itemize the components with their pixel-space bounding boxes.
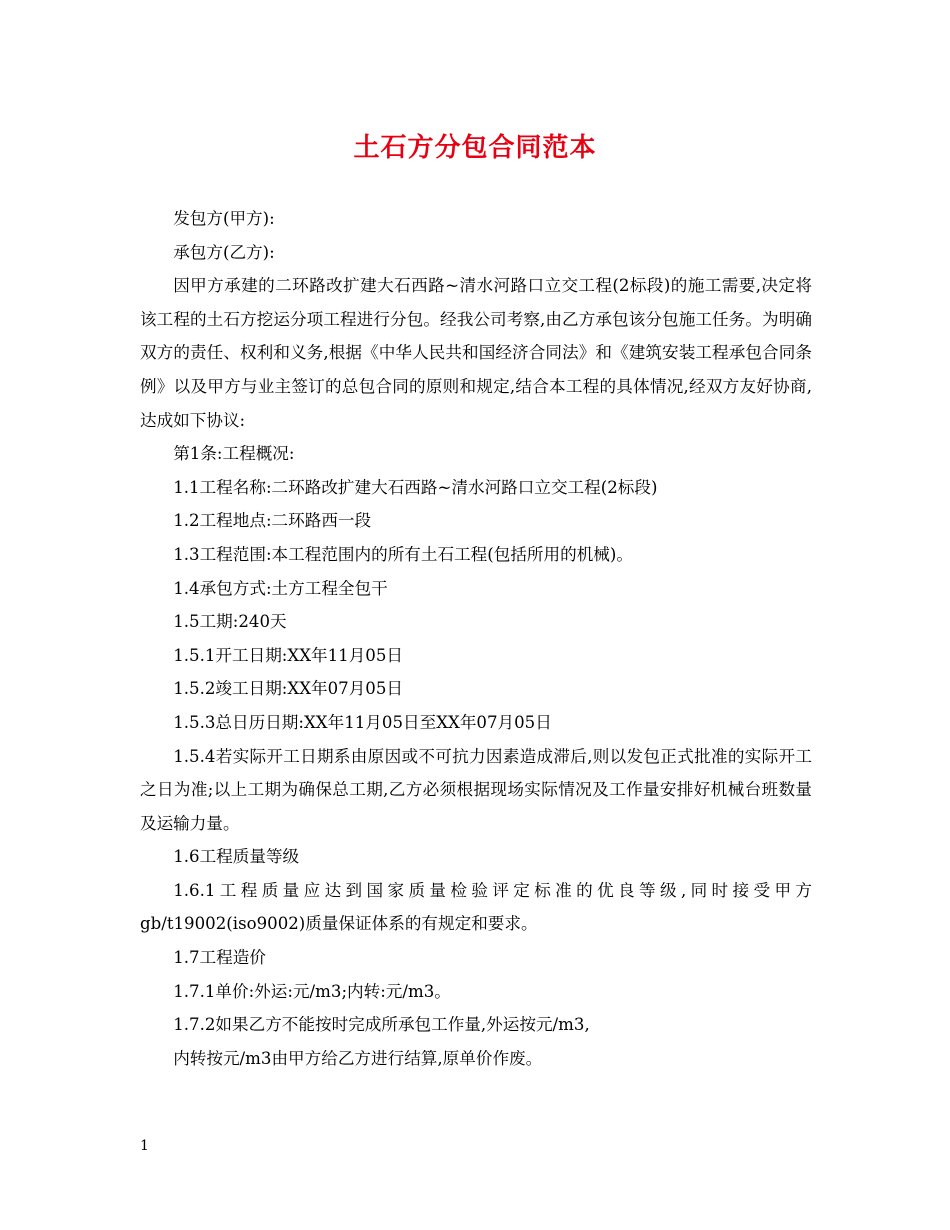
paragraph-preamble: 因甲方承建的二环路改扩建大石西路~清水河路口立交工程(2标段)的施工需要,决定将该工程的土石方挖运分项工程进行分包。经我公司考察,由乙方承包该分包施工任务。为明确双方的责任、权利和义务,根据《中华人民共和国经济合同法》和《建筑安装工程承包合同条例》以及甲方与业主签订的总包合同的原则和规定,结合本工程的具体情况,经双方友好协商,达成如下协议: [140,276,812,430]
paragraph-1-5-4: 1.5.4若实际开工日期系由原因或不可抗力因素造成滞后,则以发包正式批准的实际开工之日为准;以上工期为确保总工期,乙方必须根据现场实际情况及工作量安排好机械台班数量及运输力量。 [140,746,812,833]
paragraph-1-3: 1.3工程范围:本工程范围内的所有土石工程(包括所用的机械)。 [173,544,633,564]
paragraph-1-4: 1.4承包方式:土方工程全包干 [173,578,388,598]
paragraph-1-7-1: 1.7.1单价:外运:元/m3;内转:元/m3。 [173,981,451,1001]
paragraph-employer: 发包方(甲方): [173,209,275,228]
paragraph-1-5-1: 1.5.1开工日期:XX年11月05日 [173,645,404,665]
paragraph-article-1: 第1条:工程概况: [173,444,295,464]
paragraph-1-1: 1.1工程名称:二环路改扩建大石西路~清水河路口立交工程(2标段) [173,477,658,497]
paragraph-1-5: 1.5工期:240天 [173,612,287,632]
paragraph-1-7: 1.7工程造价 [173,948,266,968]
paragraph-1-5-2: 1.5.2竣工日期:XX年07月05日 [173,679,404,699]
paragraph-1-7-2: 1.7.2如果乙方不能按时完成所承包工作量,外运按元/m3, [173,1015,590,1035]
paragraph-1-2: 1.2工程地点:二环路西一段 [173,511,372,531]
paragraph-contractor: 承包方(乙方): [173,242,275,262]
paragraph-1-6: 1.6工程质量等级 [173,847,300,867]
document-body [140,202,812,1075]
paragraph-1-7-2-cont: 内转按元/m3由甲方给乙方进行结算,原单价作废。 [173,1048,543,1068]
paragraph-1-6-1: 1.6.1工程质量应达到国家质量检验评定标准的优良等级,同时接受甲方gb/t19002(iso9002)质量保证体系的有规定和要求。 [140,880,812,934]
paragraph-1-5-3: 1.5.3总日历日期:XX年11月05日至XX年07月05日 [173,712,552,732]
document-title: 土石方分包合同范本 [353,133,597,163]
page-number: 1 [140,1138,149,1154]
